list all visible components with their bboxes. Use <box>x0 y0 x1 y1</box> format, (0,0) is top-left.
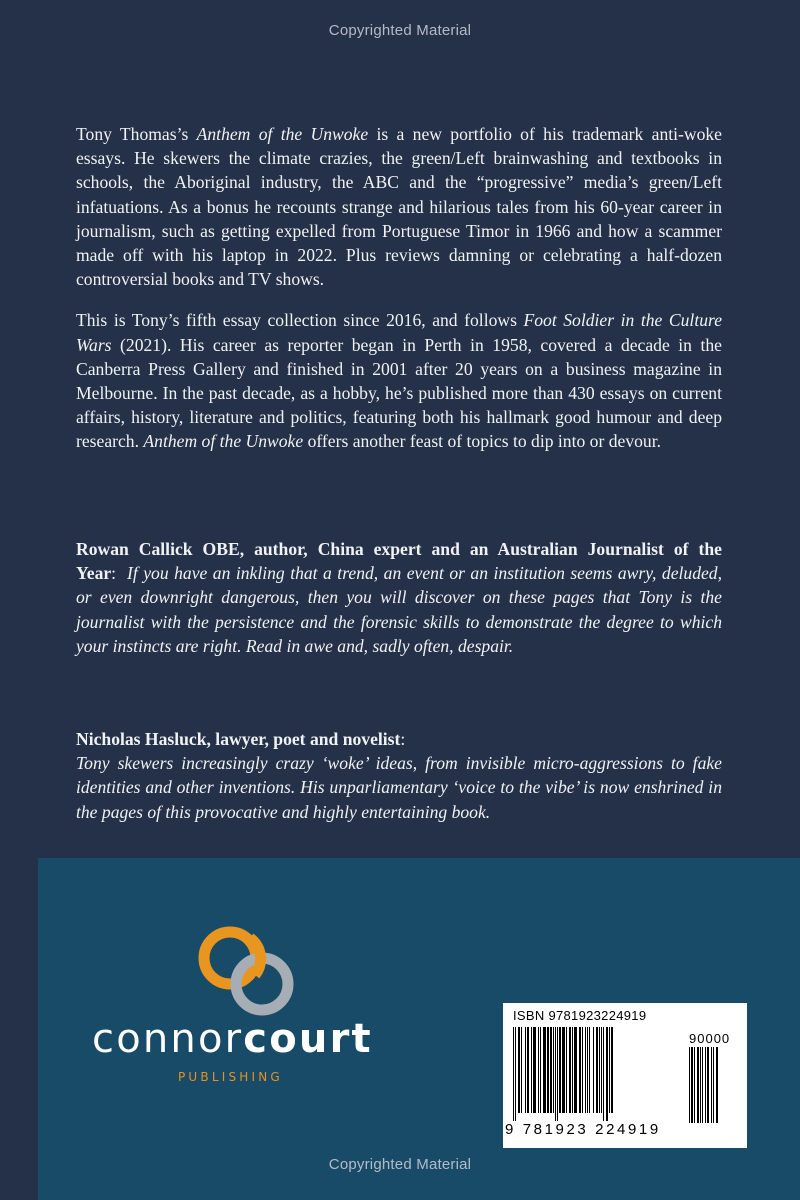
blurb-text: (2021). His career as reporter began in Perth in 1958, covered a decade in the Canberra Press Gallery and finished in 2001 after 20 years on a business magazine in Melbourne. In the past decade, as a hobby, he’s published more than 430 essays on current affairs, history, literature and politics, featuring both his hallmark good humour and deep research. <box>76 334 722 452</box>
isbn-barcode <box>503 1003 747 1148</box>
endorsement-callick <box>76 537 722 658</box>
barcode-bar <box>566 1027 567 1113</box>
isbn-digits: 9 781923 224919 <box>505 1121 661 1138</box>
isbn-label: ISBN 9781923224919 <box>513 1008 647 1023</box>
book-title-italic: Anthem of the Unwoke <box>196 124 369 144</box>
blurb-paragraph-2 <box>76 308 722 453</box>
barcode-bar <box>713 1047 714 1123</box>
barcode-bar <box>711 1047 712 1123</box>
endorsement-hasluck <box>76 727 722 824</box>
barcode-bar <box>603 1027 604 1121</box>
barcode-bar <box>707 1047 709 1123</box>
wordmark-part-court: court <box>243 1016 373 1062</box>
barcode-bar <box>559 1027 561 1113</box>
barcode-bar <box>562 1027 565 1113</box>
barcode-bar <box>553 1027 554 1113</box>
barcode-bar <box>521 1027 522 1113</box>
barcode-bar <box>700 1047 701 1123</box>
barcode-bar <box>525 1027 526 1113</box>
barcode-bar <box>527 1027 529 1113</box>
barcode-bar <box>689 1047 690 1123</box>
wordmark-part-connor: connor <box>92 1016 244 1062</box>
barcode-bar <box>531 1027 532 1113</box>
barcode-bar <box>582 1027 583 1113</box>
barcode-bar <box>543 1027 546 1113</box>
barcode-bar <box>601 1027 602 1113</box>
barcode-bar <box>538 1027 539 1113</box>
blurb-text: is a new portfolio of his trademark anti-woke essays. He skewers the climate crazies, the green/Left brainwashing and textbooks in schools, the Aboriginal industry, the ABC and the “progressive” media’s green/Left infatuations. As a bonus he recounts strange and hilarious tales from his 60-year career in journalism, such as getting expelled from Portuguese Timor in 1966 and how a scammer made off with his laptop in 2022. Plus reviews damning or celebrating a half-dozen controversial books and TV shows. <box>76 124 722 290</box>
barcode-bar <box>585 1027 586 1113</box>
endorsement-attribution: Nicholas Hasluck, lawyer, poet and novelist <box>76 729 401 749</box>
barcode-bar <box>691 1047 693 1123</box>
ean13-bars <box>513 1027 685 1125</box>
barcode-bar <box>579 1027 581 1113</box>
blurb-paragraph-1 <box>76 122 722 291</box>
barcode-bar <box>697 1047 699 1123</box>
barcode-bar <box>611 1027 613 1113</box>
barcode-bar <box>705 1047 706 1123</box>
barcode-bar <box>515 1027 516 1121</box>
barcode-bar <box>555 1027 556 1121</box>
endorsement-separator: : <box>111 563 117 584</box>
barcode-bar <box>609 1027 610 1113</box>
barcode-bar <box>599 1027 600 1113</box>
barcode-bar <box>593 1027 594 1113</box>
endorsement-quote: If you have an inkling that a trend, an event or an institution seems awry, deluded, or even downright dangerous, then you will discover on these pages that Tony is the journalist with the persistence and the forensic skills to demonstrate the degree to which your instincts are right. Read in awe and, sadly often, despair. <box>76 563 723 656</box>
barcode-bar <box>596 1027 598 1113</box>
publisher-tagline: PUBLISHING <box>178 1070 283 1084</box>
watermark-bottom: Copyrighted Material <box>328 1156 472 1173</box>
barcode-bar <box>557 1027 558 1121</box>
barcode-bar <box>716 1047 718 1123</box>
add-on-bars <box>689 1047 739 1125</box>
publisher-logo <box>92 914 412 1114</box>
barcode-bar <box>533 1027 536 1113</box>
blurb-text: Tony Thomas’s <box>76 124 197 144</box>
blurb-text: This is Tony’s fifth essay collection since 2016, and follows <box>76 310 524 331</box>
barcode-bar <box>547 1027 549 1113</box>
barcode-bar <box>518 1027 520 1113</box>
barcode-bar <box>569 1027 571 1113</box>
book-blurb <box>76 122 722 471</box>
barcode-bar <box>589 1027 590 1113</box>
endorsement-separator: : <box>400 729 406 749</box>
publisher-wordmark <box>92 1016 373 1062</box>
price-code: 90000 <box>689 1031 731 1046</box>
barcode-bar <box>702 1047 703 1123</box>
barcode-bar <box>550 1027 552 1113</box>
barcode-bar <box>574 1027 577 1113</box>
barcode-bar <box>694 1047 695 1123</box>
barcode-bar <box>572 1027 573 1113</box>
barcode-bar <box>540 1027 541 1113</box>
book-title-italic: Anthem of the Unwoke <box>143 431 304 452</box>
endorsement-quote: Tony skewers increasingly crazy ‘woke’ ideas, from invisible micro-aggressions to fake identities and other inventions. His unparliamentary ‘voice to the vibe’ is now enshrined in the pages of this provocative and highly entertaining book. <box>76 753 722 822</box>
endorsement-attribution: Rowan Callick OBE, author, China expert and an Australian Journalist of the Year <box>76 539 722 584</box>
watermark-top: Copyrighted Material <box>328 22 472 39</box>
barcode-bar <box>587 1027 588 1113</box>
barcode-bar <box>513 1027 514 1121</box>
interlocking-rings-icon <box>192 922 302 1018</box>
previous-book-title-italic: Foot Soldier in the Culture Wars <box>76 310 723 355</box>
blurb-text: offers another feast of topics to dip into or devour. <box>303 431 662 452</box>
barcode-bar <box>606 1027 608 1121</box>
